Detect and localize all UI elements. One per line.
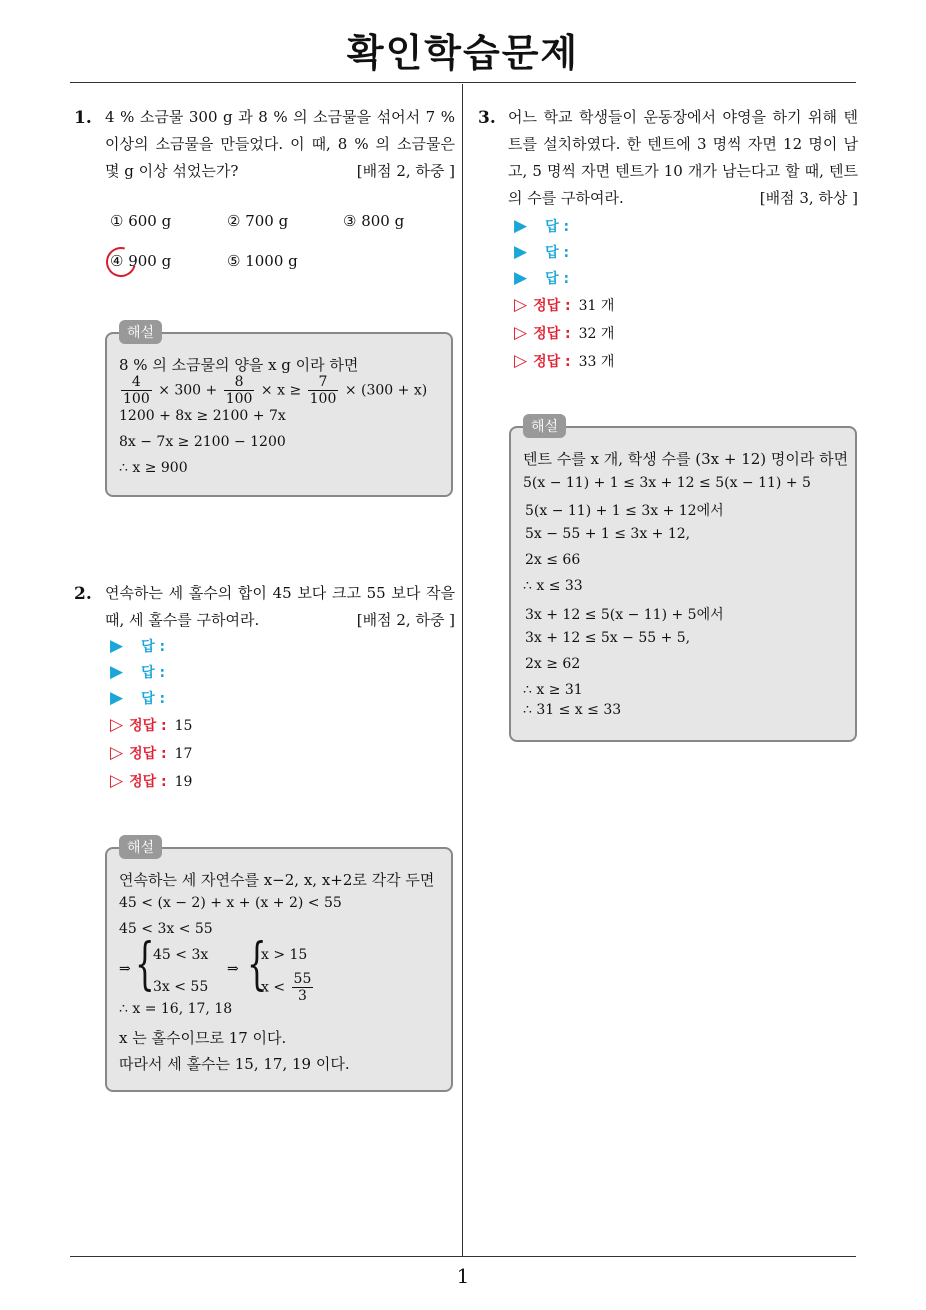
score-label: [배점 2, 하중 ] xyxy=(356,162,455,180)
solution-line: ∴ 31 ≤ x ≤ 33 xyxy=(523,702,622,718)
correct-answer-3: ▷ 정답 : 19 xyxy=(110,771,193,791)
page-number: 1 xyxy=(456,1264,470,1288)
play-arrow-icon: ▶ xyxy=(514,242,528,262)
answer-input-1[interactable]: ▶ 답 : xyxy=(514,216,570,236)
solution-line: 텐트 수를 x 개, 학생 수를 (3x + 12) 명이라 하면 xyxy=(523,450,849,468)
brace-symbol: { xyxy=(247,932,267,997)
solution-line: 45 < 3x < 55 xyxy=(119,921,213,937)
solution-fraction-line: $\frac{4}{100}$ × 300 + $\frac{8}{100}$ × x ≥ $\frac{7}{100}$ × (300 + x) xyxy=(123,374,428,407)
question-3 xyxy=(508,104,858,212)
outline-arrow-icon: ▷ xyxy=(514,323,528,343)
question-2 xyxy=(105,580,455,634)
correct-answer-2: ▷ 정답 : 32 개 xyxy=(514,323,615,343)
answer-input-2[interactable]: ▶ 답 : xyxy=(514,242,570,262)
choice-1[interactable]: ① 600 g xyxy=(110,212,172,230)
outline-arrow-icon: ▷ xyxy=(514,351,528,371)
solution-line: 2x ≥ 62 xyxy=(525,656,581,672)
play-arrow-icon: ▶ xyxy=(514,268,528,288)
question-1 xyxy=(105,104,455,185)
solution-tag: 해설 xyxy=(523,414,566,438)
answer-input-1[interactable]: ▶ 답 : xyxy=(110,636,166,656)
play-arrow-icon: ▶ xyxy=(514,216,528,236)
outline-arrow-icon: ▷ xyxy=(110,715,124,735)
outline-arrow-icon: ▷ xyxy=(514,295,528,315)
choice-4[interactable]: ④ 900 g xyxy=(110,252,171,270)
solution-line: 3x + 12 ≤ 5(x − 11) + 5에서 xyxy=(525,607,724,623)
choice-3[interactable]: ③ 800 g xyxy=(343,212,405,230)
score-label: [배점 2, 하중 ] xyxy=(356,611,455,629)
solution-line: ∴ x ≤ 33 xyxy=(523,578,583,594)
solution-line: 45 < (x − 2) + x + (x + 2) < 55 xyxy=(119,895,342,911)
question-number-2: 2. xyxy=(74,584,92,604)
question-text: 어느 학교 학생들이 운동장에서 야영을 하기 위해 텐트를 설치하였다. 한 텐트에 3 명씩 자면 12 명이 남고, 5 명씩 자면 텐트가 10 개가 남는다고 할 때, 텐트의 수를 구하여라. xyxy=(508,108,858,207)
implies-symbol: ⇒ xyxy=(227,961,239,977)
solution-line: 5(x − 11) + 1 ≤ 3x + 12에서 xyxy=(525,503,724,519)
solution-line: 따라서 세 홀수는 15, 17, 19 이다. xyxy=(119,1055,350,1073)
system-line: x > 15 xyxy=(261,947,308,963)
solution-tag: 해설 xyxy=(119,320,162,344)
system-line: 3x < 55 xyxy=(153,979,209,995)
page-title: 확인학습문제 xyxy=(346,31,580,75)
choice-5[interactable]: ⑤ 1000 g xyxy=(227,252,298,270)
score-label: [배점 3, 하상 ] xyxy=(759,189,858,207)
solution-tag: 해설 xyxy=(119,835,162,859)
solution-box-1 xyxy=(105,325,453,497)
play-arrow-icon: ▶ xyxy=(110,662,124,682)
solution-line: ∴ x ≥ 31 xyxy=(523,682,583,698)
column-divider xyxy=(462,84,463,1256)
play-arrow-icon: ▶ xyxy=(110,688,124,708)
solution-line: 8 % 의 소금물의 양을 x g 이라 하면 xyxy=(119,356,359,374)
system-fraction-line: x < $\frac{55}{3}$ xyxy=(261,971,312,1004)
solution-box-3 xyxy=(509,419,857,742)
top-rule xyxy=(70,82,856,83)
outline-arrow-icon: ▷ xyxy=(110,771,124,791)
solution-line: 1200 + 8x ≥ 2100 + 7x xyxy=(119,408,286,424)
solution-line: 3x + 12 ≤ 5x − 55 + 5, xyxy=(525,630,691,646)
answer-input-3[interactable]: ▶ 답 : xyxy=(110,688,166,708)
question-text: 4 % 소금물 300 g 과 8 % 의 소금물을 섞어서 7 % 이상의 소금물을 만들었다. 이 때, 8 % 의 소금물은 몇 g 이상 섞었는가? xyxy=(105,108,455,180)
implies-symbol: ⇒ xyxy=(119,961,131,977)
solution-line: ∴ x = 16, 17, 18 xyxy=(119,1001,233,1017)
correct-answer-1: ▷ 정답 : 31 개 xyxy=(514,295,615,315)
solution-line: 5(x − 11) + 1 ≤ 3x + 12 ≤ 5(x − 11) + 5 xyxy=(523,475,811,491)
selected-circle-mark xyxy=(101,242,142,283)
choice-2[interactable]: ② 700 g xyxy=(227,212,289,230)
solution-line: 연속하는 세 자연수를 x−2, x, x+2로 각각 두면 xyxy=(119,871,435,889)
system-line: 45 < 3x xyxy=(153,947,209,963)
correct-answer-3: ▷ 정답 : 33 개 xyxy=(514,351,615,371)
question-number-1: 1. xyxy=(74,108,92,128)
play-arrow-icon: ▶ xyxy=(110,636,124,656)
question-text: 연속하는 세 홀수의 합이 45 보다 크고 55 보다 작을 때, 세 홀수를 구하여라. xyxy=(105,584,455,629)
answer-input-3[interactable]: ▶ 답 : xyxy=(514,268,570,288)
bottom-rule xyxy=(70,1256,856,1257)
answer-input-2[interactable]: ▶ 답 : xyxy=(110,662,166,682)
brace-symbol: { xyxy=(135,932,155,997)
solution-line: x 는 홀수이므로 17 이다. xyxy=(119,1029,287,1047)
correct-answer-1: ▷ 정답 : 15 xyxy=(110,715,193,735)
solution-line: 8x − 7x ≥ 2100 − 1200 xyxy=(119,434,286,450)
solution-line: ∴ x ≥ 900 xyxy=(119,460,188,476)
solution-line: 5x − 55 + 1 ≤ 3x + 12, xyxy=(525,526,691,542)
correct-answer-2: ▷ 정답 : 17 xyxy=(110,743,193,763)
question-number-3: 3. xyxy=(478,108,496,128)
outline-arrow-icon: ▷ xyxy=(110,743,124,763)
solution-line: 2x ≤ 66 xyxy=(525,552,581,568)
solution-box-2 xyxy=(105,840,453,1092)
